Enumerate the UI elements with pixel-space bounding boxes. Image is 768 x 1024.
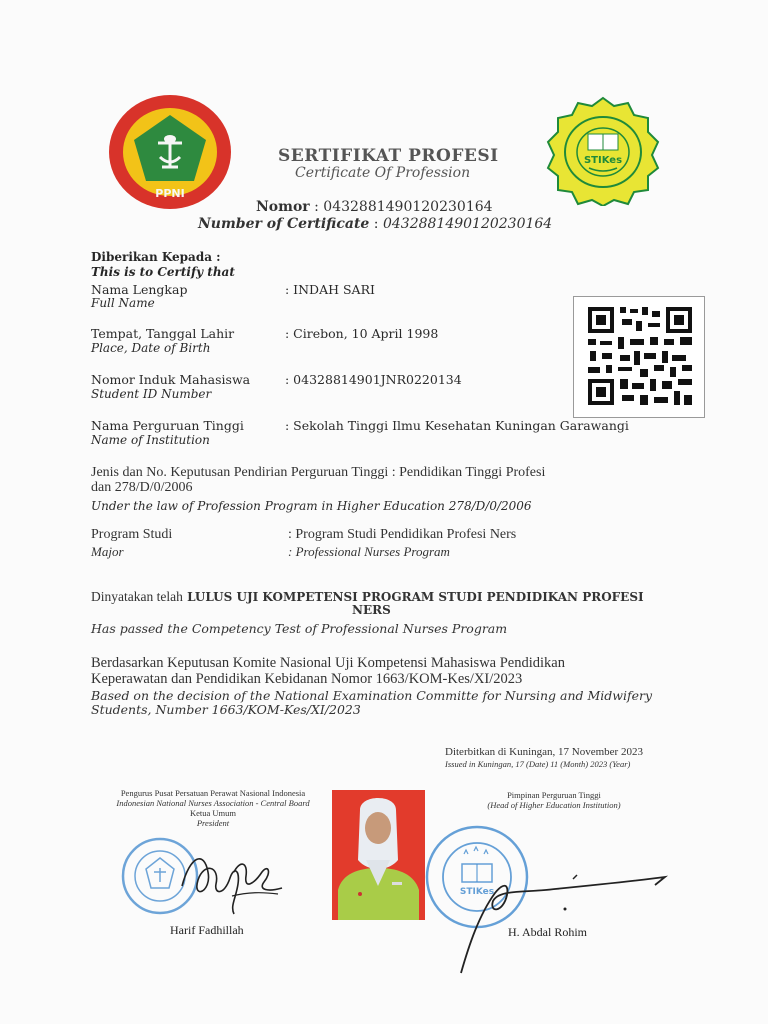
label-institution: Nama Perguruan Tinggi	[91, 418, 244, 433]
basis-text-en: Based on the decision of the National Examination Committe for Nursing and Midwifery Students, Number 1663/KOM-Kes/XI/2023	[91, 688, 653, 717]
certificate-title: SERTIFIKAT PROFESI	[278, 146, 499, 166]
right-signatory-name: H. Abdal Rohim	[508, 925, 588, 939]
qr-code	[573, 296, 705, 418]
ppni-logo	[108, 93, 232, 211]
left-signature	[172, 838, 302, 918]
certificate-number-id: Nomor : 0432881490120230164	[256, 199, 493, 215]
right-signatory-title: Pimpinan Perguruan Tinggi (Head of Higher Education Institution)	[487, 790, 621, 810]
intro-en: This is to Certify that	[91, 265, 235, 279]
left-signatory-title: Pengurus Pusat Persatuan Perawat Nasional Indonesia Indonesian National Nurses Association - Central Board Ketua Umum President	[116, 788, 310, 828]
value-full-name: : INDAH SARI	[285, 282, 375, 297]
left-signatory-name: Harif Fadhillah	[170, 923, 244, 937]
ppni-abbrev: PPNI	[155, 187, 185, 200]
label-student-id-en: Student ID Number	[91, 387, 212, 401]
label-full-name-en: Full Name	[91, 296, 155, 310]
decree-text: Jenis dan No. Keputusan Pendirian Perguruan Tinggi : Pendidikan Tinggi Profesi dan 278/D/0/2006	[91, 465, 546, 495]
passed-statement-en: Has passed the Competency Test of Professional Nurses Program	[91, 621, 508, 636]
issued-date: Diterbitkan di Kuningan, 17 November 2023	[445, 746, 643, 758]
issued-date-en: Issued in Kuningan, 17 (Date) 11 (Month) 2023 (Year)	[445, 759, 631, 769]
label-student-id: Nomor Induk Mahasiswa	[91, 372, 251, 387]
value-institution: : Sekolah Tinggi Ilmu Kesehatan Kuningan Garawangi	[285, 418, 629, 433]
passed-statement: Dinyatakan telah LULUS UJI KOMPETENSI PROGRAM STUDI PENDIDIKAN PROFESI	[91, 589, 644, 604]
stikes-abbrev: STIKes	[583, 155, 623, 166]
portrait-image	[332, 790, 425, 920]
label-full-name: Nama Lengkap	[91, 282, 188, 297]
label-program-en: Major	[91, 544, 124, 559]
label-birth: Tempat, Tanggal Lahir	[91, 326, 235, 341]
value-program: : Program Studi Pendidikan Profesi Ners	[288, 527, 517, 542]
certificate-subtitle: Certificate Of Profession	[295, 165, 471, 181]
stikes-logo	[544, 96, 662, 206]
intro-id: Diberikan Kepada :	[91, 250, 221, 264]
passed-statement-ners: NERS	[352, 603, 391, 617]
certificate-number-en: Number of Certificate : 0432881490120230164	[198, 216, 553, 232]
label-program: Program Studi	[91, 527, 173, 542]
value-program-en: : Professional Nurses Program	[288, 544, 450, 559]
student-photo	[332, 790, 425, 920]
basis-text: Berdasarkan Keputusan Komite Nasional Uji Kompetensi Mahasiswa Pendidikan Keperawatan dan Pendidikan Kebidanan Nomor 1663/KOM-Kes/XI/2023	[91, 655, 565, 687]
right-signature	[455, 865, 680, 977]
qr-code-icon	[574, 297, 704, 417]
value-birth: : Cirebon, 10 April 1998	[285, 326, 439, 341]
value-student-id: : 04328814901JNR0220134	[285, 372, 462, 387]
label-institution-en: Name of Institution	[91, 433, 210, 447]
stamp-abbrev: STIKes	[459, 887, 495, 897]
label-birth-en: Place, Date of Birth	[91, 341, 211, 355]
decree-text-en: Under the law of Profession Program in Higher Education 278/D/0/2006	[91, 499, 532, 513]
